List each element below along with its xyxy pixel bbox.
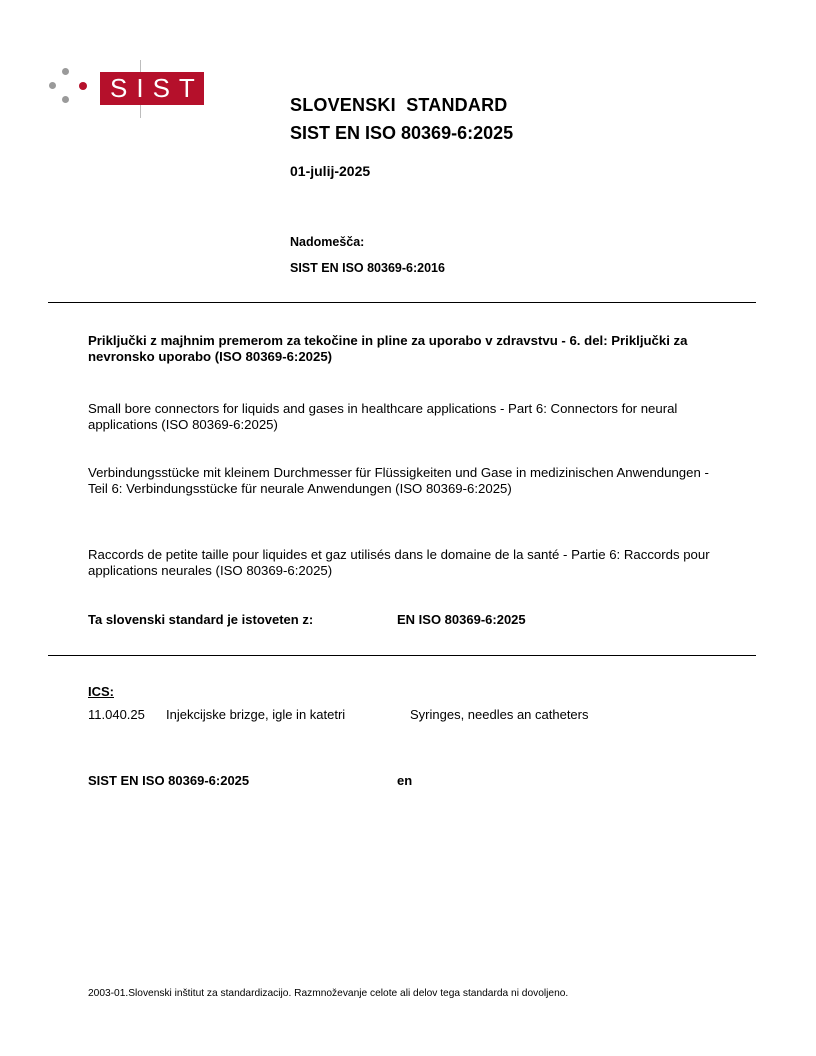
title-english: Small bore connectors for liquids and gases in healthcare applications - Part 6: Connectors for neural applications (ISO 80369-6:2025) xyxy=(88,401,678,432)
logo-wordmark: SIST xyxy=(100,72,204,105)
title-german: Verbindungsstücke mit kleinem Durchmesser für Flüssigkeiten und Gase in medizinischen Anwendungen - Teil 6: Verbindungsstücke für neurale Anwendungen (ISO 80369-6:2025) xyxy=(88,465,709,496)
standard-type-title: SLOVENSKI STANDARD xyxy=(290,95,508,115)
logo-dot-icon xyxy=(49,82,56,89)
logo-dot-icon xyxy=(62,68,69,75)
ics-label: ICS: xyxy=(88,684,114,699)
ics-description-slovenian: Injekcijske brizge, igle in katetri xyxy=(166,707,346,722)
publication-date: 01-julij-2025 xyxy=(290,163,371,179)
logo-dot-icon xyxy=(62,96,69,103)
ics-description-english: Syringes, needles an catheters xyxy=(410,707,589,722)
title-slovenian: Priključki z majhnim premerom za tekočine in pline za uporabo v zdravstvu - 6. del: Priključki za nevronsko uporabo (ISO 80369-6:2025) xyxy=(88,333,688,364)
equivalence-label: Ta slovenski standard je istoveten z: xyxy=(88,612,314,627)
title-french: Raccords de petite taille pour liquides et gaz utilisés dans le domaine de la santé - Partie 6: Raccords pour applications neurales (ISO 80369-6:2025) xyxy=(88,547,710,578)
equivalence-value: EN ISO 80369-6:2025 xyxy=(397,612,526,627)
document-id: SIST EN ISO 80369-6:2025 xyxy=(88,773,250,788)
replaces-value: SIST EN ISO 80369-6:2016 xyxy=(290,261,445,275)
ics-code: 11.040.25 xyxy=(88,707,145,722)
divider-bottom xyxy=(48,655,756,656)
divider-top xyxy=(48,302,756,303)
logo-dot-red-icon xyxy=(79,82,87,90)
copyright-footer: 2003-01.Slovenski inštitut za standardizacijo. Razmnoževanje celote ali delov tega standarda ni dovoljeno. xyxy=(88,988,569,999)
replaces-label: Nadomešča: xyxy=(290,235,365,249)
document-language: en xyxy=(397,773,413,788)
standard-number: SIST EN ISO 80369-6:2025 xyxy=(290,123,514,143)
